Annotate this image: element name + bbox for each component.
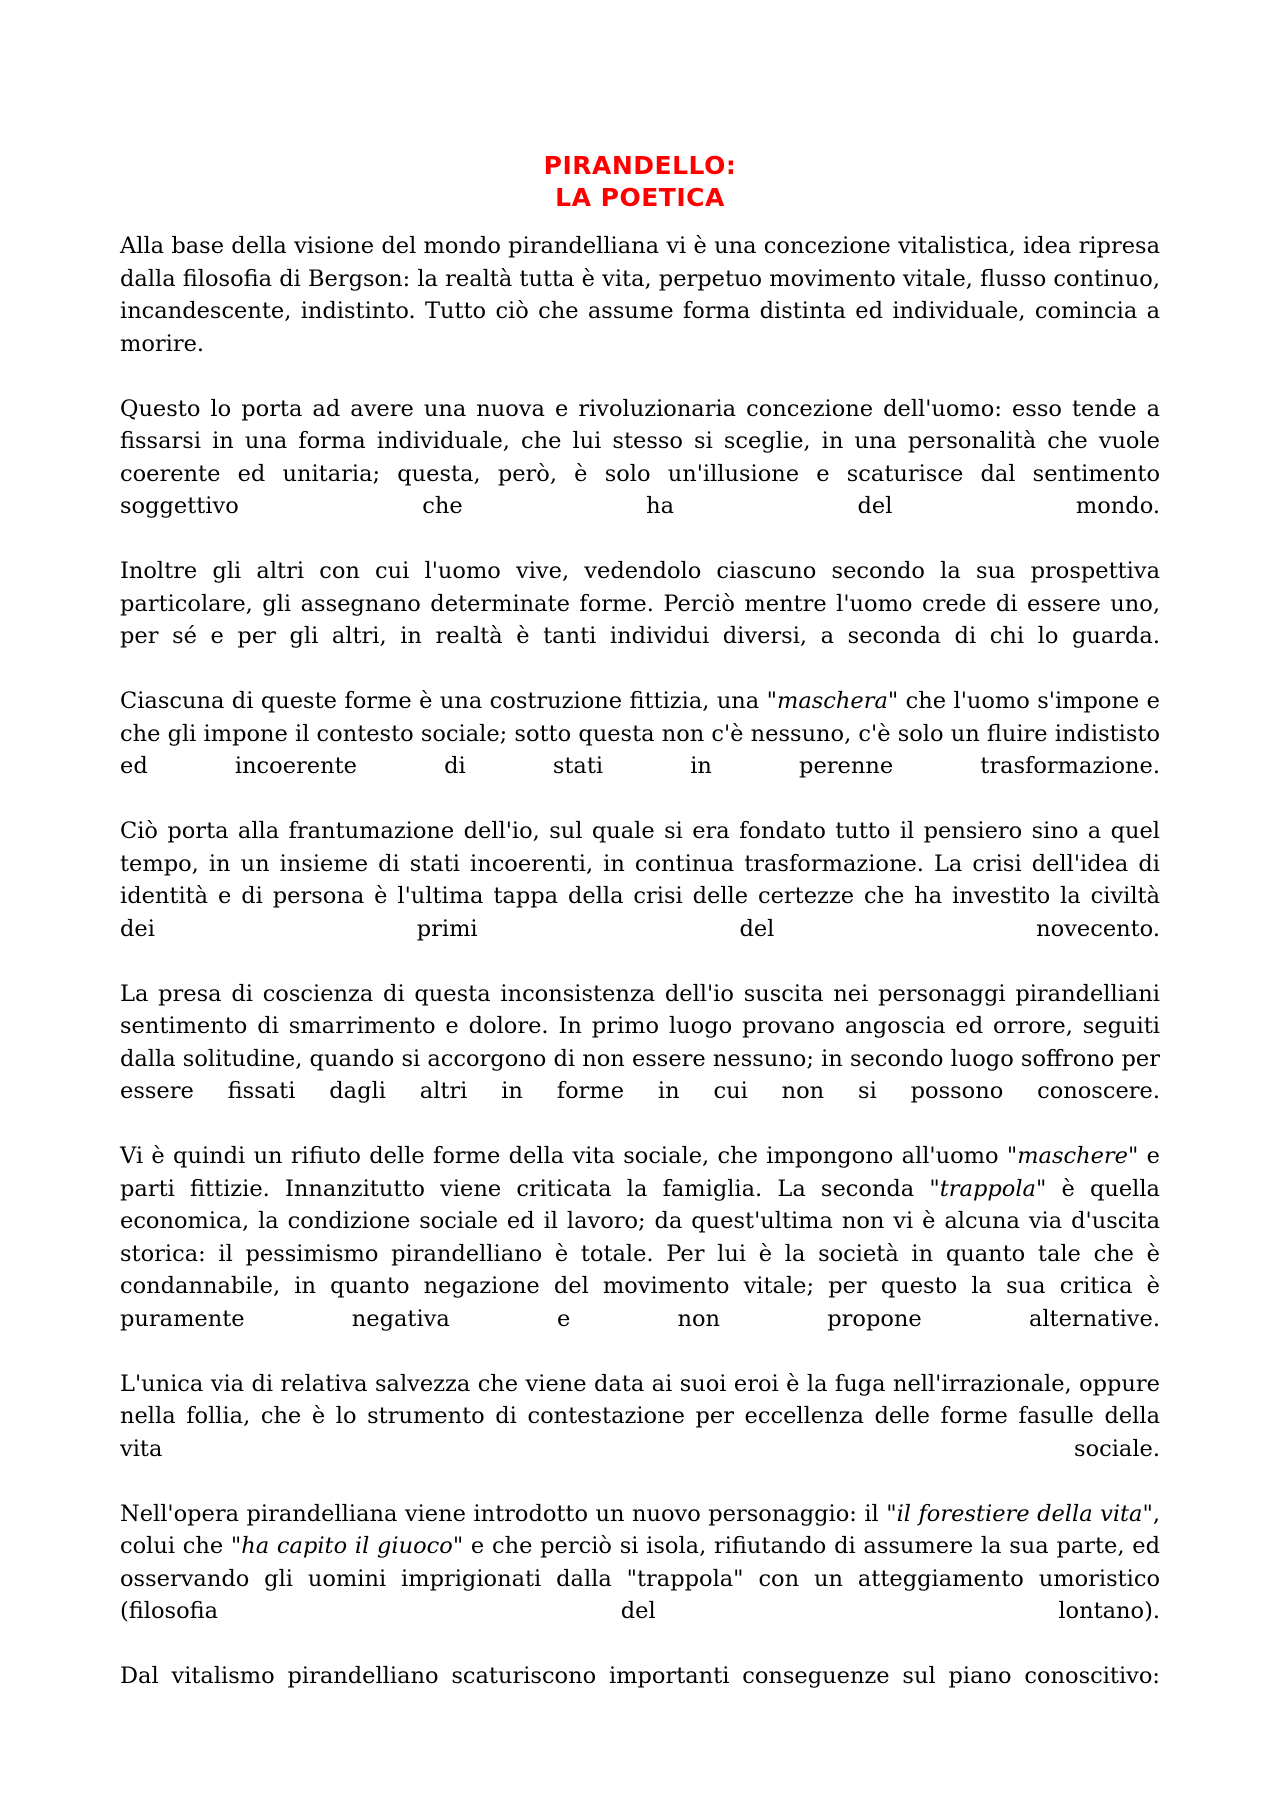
paragraph-9-italic-1: il forestiere della vita [896,1500,1143,1527]
paragraph-9 [120,1498,1160,1628]
paragraph-9-text-3: " e che perciò si isola, rifiutando di assumere la sua parte, ed osservando gli uomini imprigionati dalla "trappola" con un atteggiamento umoristico (filosofia del lontano). [120,1533,1160,1624]
paragraph-8: L'unica via di relativa salvezza che viene data ai suoi eroi è la fuga nell'irrazionale, oppure nella follia, che è lo strumento di contestazione per eccellenza delle forme fasulle della vita sociale. [120,1370,1160,1462]
paragraph-5: Ciò porta alla frantumazione dell'io, sul quale si era fondato tutto il pensiero sino a quel tempo, in un insieme di stati incoerenti, in continua trasformazione. La crisi dell'idea di identità e di persona è l'ultima tappa della crisi delle certezze che ha investito la civiltà dei primi del novecento. [120,818,1160,942]
paragraph-9-text-2: ", colui che " [120,1500,1160,1559]
paragraph-6: La presa di coscienza di questa inconsistenza dell'io suscita nei personaggi pirandelliani sentimento di smarrimento e dolore. In primo luogo provano angoscia ed orrore, seguiti dalla solitudine, quando si accorgono di non essere nessuno; in secondo luogo soffrono per essere fissati dagli altri in forme in cui non si possono conoscere. [120,980,1160,1104]
paragraph-4-italic-1: maschera [777,688,888,714]
paragraph-2: Questo lo porta ad avere una nuova e rivoluzionaria concezione dell'uomo: esso tende a fissarsi in una forma individuale, che lui stesso si sceglie, in una personalità che vuole coerente ed unitaria; questa, però, è solo un'illusione e scaturisce dal sentimento soggettivo che ha del mondo. [120,395,1160,519]
document-body [120,230,1160,1693]
paragraph-9-text-1: Nell'opera pirandelliana viene introdotto un nuovo personaggio: il " [120,1500,897,1527]
document-page [120,0,1160,1811]
paragraph-4-text-1: Ciascuna di queste forme è una costruzione fittizia, una " [120,688,777,714]
paragraph-10: Dal vitalismo pirandelliano scaturiscono importanti conseguenze sul piano conoscitivo: [120,1663,1160,1689]
paragraph-7-text-2: " e parti fittizie. Innanzitutto viene criticata la famiglia. La seconda " [120,1143,1160,1202]
document-title [120,150,1160,214]
paragraph-4 [120,685,1160,783]
paragraph-7-italic-2: trappola [939,1175,1036,1202]
paragraph-1: Alla base della visione del mondo pirandelliana vi è una concezione vitalistica, idea ripresa dalla filosofia di Bergson: la realtà tutta è vita, perpetuo movimento vitale, flusso continuo, incandescente, indistinto. Tutto ciò che assume forma distinta ed individuale, comincia a morire. [120,233,1160,357]
paragraph-7-text-3: " è quella economica, la condizione sociale ed il lavoro; da quest'ultima non vi è alcuna via d'uscita storica: il pessimismo pirandelliano è totale. Per lui è la società in quanto tale che è condannabile, in quanto negazione del movimento vitale; per questo la sua critica è puramente negativa e non propone alternative. [120,1175,1160,1332]
paragraph-7-text-1: Vi è quindi un rifiuto delle forme della vita sociale, che impongono all'uomo " [120,1143,1018,1169]
title-line-2: LA POETICA [555,183,725,212]
paragraph-7 [120,1140,1160,1335]
title-line-1: PIRANDELLO: [543,151,737,180]
paragraph-4-text-2: " che l'uomo s'impone e che gli impone il contesto sociale; sotto questa non c'è nessuno, c'è solo un fluire indististo ed incoerente di stati in perenne trasformazione. [120,688,1160,779]
paragraph-7-italic-1: maschere [1017,1143,1128,1169]
paragraph-9-italic-2: ha capito il giuoco [241,1533,453,1559]
paragraph-3: Inoltre gli altri con cui l'uomo vive, vedendolo ciascuno secondo la sua prospettiva particolare, gli assegnano determinate forme. Perciò mentre l'uomo crede di essere uno, per sé e per gli altri, in realtà è tanti individui diversi, a seconda di chi lo guarda. [120,558,1160,649]
